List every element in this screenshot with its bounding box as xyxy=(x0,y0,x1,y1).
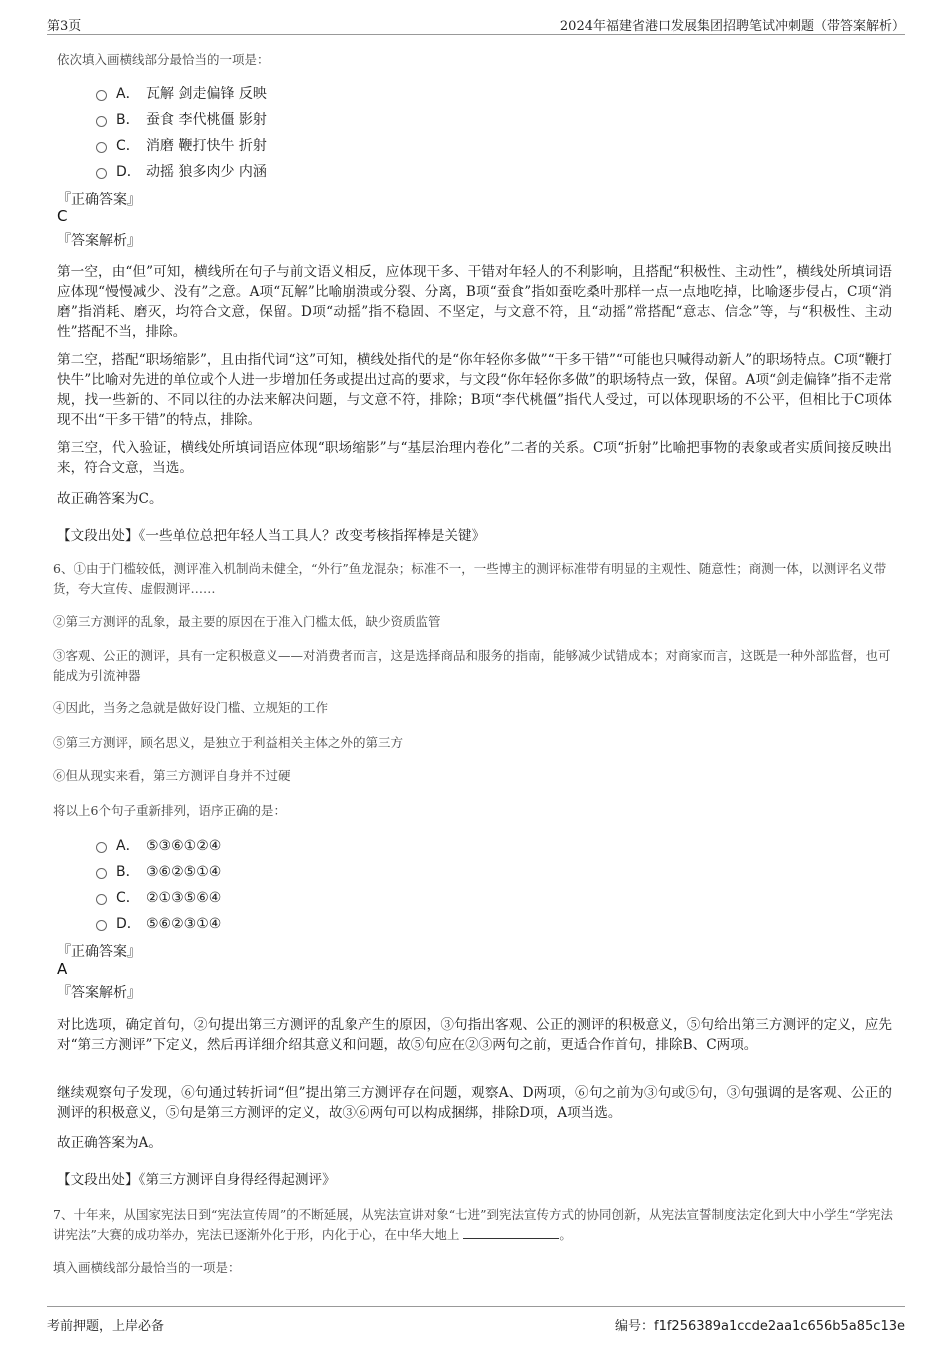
analysis-label: 『答案解析』 xyxy=(57,233,141,249)
source-note: 【文段出处】《一些单位总把年轻人当工具人？改变考核指挥棒是关键》 xyxy=(57,528,486,544)
blank-line xyxy=(463,1226,559,1239)
answer-label: 『正确答案』 xyxy=(57,192,141,208)
option-d[interactable]: D． 动摇 狼多肉少 内涵 xyxy=(96,161,267,181)
question-sentence: ③客观、公正的测评，具有一定积极意义——对消费者而言，这是选择商品和服务的指南，能够减少试错成本；对商家而言，这既是一种外部监督，也可能成为引流神器 xyxy=(53,648,891,683)
question-prompt: 填入画横线部分最恰当的一项是： xyxy=(53,1260,241,1275)
source-note: 【文段出处】《第三方测评自身得经得起测评》 xyxy=(57,1172,336,1188)
option-a[interactable]: A． ⑤③⑥①②④ xyxy=(96,835,221,855)
question-prompt: 依次填入画横线部分最恰当的一项是： xyxy=(57,52,270,67)
page-number: 第3页 xyxy=(47,19,82,34)
correct-answer: C xyxy=(57,207,68,225)
radio-icon[interactable] xyxy=(96,142,107,153)
analysis-paragraph: 故正确答案为A。 xyxy=(57,1135,162,1151)
analysis-paragraph: 故正确答案为C。 xyxy=(57,491,163,507)
option-d[interactable]: D． ⑤⑥②③①④ xyxy=(96,913,221,933)
answer-label: 『正确答案』 xyxy=(57,944,141,960)
option-b[interactable]: B． ③⑥②⑤①④ xyxy=(96,861,221,881)
question-sentence: ⑤第三方测评，顾名思义，是独立于利益相关主体之外的第三方 xyxy=(53,735,404,750)
page-header xyxy=(47,12,905,35)
analysis-paragraph: 继续观察句子发现，⑥句通过转折词“但”提出第三方测评存在问题，观察A、D两项，⑥句之前为③句或⑤句，③句强调的是客观、公正的测评的积极意义，⑤句是第三方测评的定义，故③⑥两句可以构成捆绑，排除D项，A项当选。 xyxy=(57,1085,892,1121)
radio-icon[interactable] xyxy=(96,168,107,179)
analysis-paragraph: 第三空，代入验证，横线处所填词语应体现“职场缩影”与“基层治理内卷化”二者的关系。C项“折射”比喻把事物的表象或者实质间接反映出来，符合文意，当选。 xyxy=(57,440,892,476)
question-sentence: ⑥但从现实来看，第三方测评自身并不过硬 xyxy=(53,768,291,783)
analysis-paragraph: 第二空，搭配“职场缩影”，且由指代词“这”可知，横线处指代的是“你年轻你多做”“干多干错”“可能也只喊得动新人”的职场特点。C项“鞭打快牛”比喻对先进的单位或个人进一步增加任务或提出过高的要求，与文段“你年轻你多做”的职场特点一致，保留。A项“剑走偏锋”指不走常规，找一些新的、不同以往的办法来解决问题，与文意不符，排除；B项“李代桃僵”指代人受过，可以体现职场的不公平，但相比于C项体现不出“干多干错”的特点，排除。 xyxy=(57,352,892,428)
radio-icon[interactable] xyxy=(96,90,107,101)
option-a[interactable]: A． 瓦解 剑走偏锋 反映 xyxy=(96,83,267,103)
footer-slogan: 考前押题，上岸必备 xyxy=(47,1319,165,1334)
radio-icon[interactable] xyxy=(96,116,107,127)
analysis-paragraph: 对比选项，确定首句，②句提出第三方测评的乱象产生的原因，③句指出客观、公正的测评的积极意义，⑤句给出第三方测评的定义，应先对“第三方测评”下定义，然后再详细介绍其意义和问题，故⑤句应在②③两句之前，更适合作首句，排除B、C两项。 xyxy=(57,1017,892,1053)
question-sentence: ②第三方测评的乱象，最主要的原因在于准入门槛太低，缺少资质监管 xyxy=(53,614,441,629)
analysis-label: 『答案解析』 xyxy=(57,985,141,1001)
radio-icon[interactable] xyxy=(96,920,107,931)
radio-icon[interactable] xyxy=(96,894,107,905)
option-c[interactable]: C． ②①③⑤⑥④ xyxy=(96,887,221,907)
option-b[interactable]: B． 蚕食 李代桃僵 影射 xyxy=(96,109,267,129)
document-id: 编号：f1f256389a1ccde2aa1c656b5a85c13e xyxy=(614,1319,905,1334)
page-footer xyxy=(47,1306,905,1337)
correct-answer: A xyxy=(57,960,68,978)
radio-icon[interactable] xyxy=(96,868,107,879)
question-stem: 7、十年来，从国家宪法日到“宪法宣传周”的不断延展，从宪法宣讲对象“七进”到宪法宣传方式的协同创新，从宪法宣誓制度法定化到大中小学生“学宪法讲宪法”大赛的成功举办，宪法已逐渐外化于形，内化于心，在中华大地上 。 xyxy=(53,1207,893,1242)
option-c[interactable]: C． 消磨 鞭打快牛 折射 xyxy=(96,135,267,155)
question-sentence: 6、①由于门槛较低，测评准入机制尚未健全，“外行”鱼龙混杂；标准不一，一些博主的测评标准带有明显的主观性、随意性；商测一体，以测评名义带货，夸大宣传、虚假测评…… xyxy=(53,561,887,596)
question-sentence: ④因此，当务之急就是做好设门槛、立规矩的工作 xyxy=(53,700,329,715)
question-prompt: 将以上6个句子重新排列，语序正确的是： xyxy=(53,803,286,818)
radio-icon[interactable] xyxy=(96,842,107,853)
analysis-paragraph: 第一空，由“但”可知，横线所在句子与前文语义相反，应体现干多、干错对年轻人的不利影响，且搭配“积极性、主动性”，横线处所填词语应体现“慢慢减少、没有”之意。A项“瓦解”比喻崩溃或分裂、分离，B项“蚕食”指如蚕吃桑叶那样一点一点地吃掉，比喻逐步侵占，C项“消磨”指消耗、磨灭，均符合文意，保留。D项“动摇”指不稳固、不坚定，与文意不符，且“动摇”常搭配“意志、信念”等，与“积极性、主动性”搭配不当，排除。 xyxy=(57,264,892,340)
document-title: 2024年福建省港口发展集团招聘笔试冲刺题（带答案解析） xyxy=(559,19,905,34)
